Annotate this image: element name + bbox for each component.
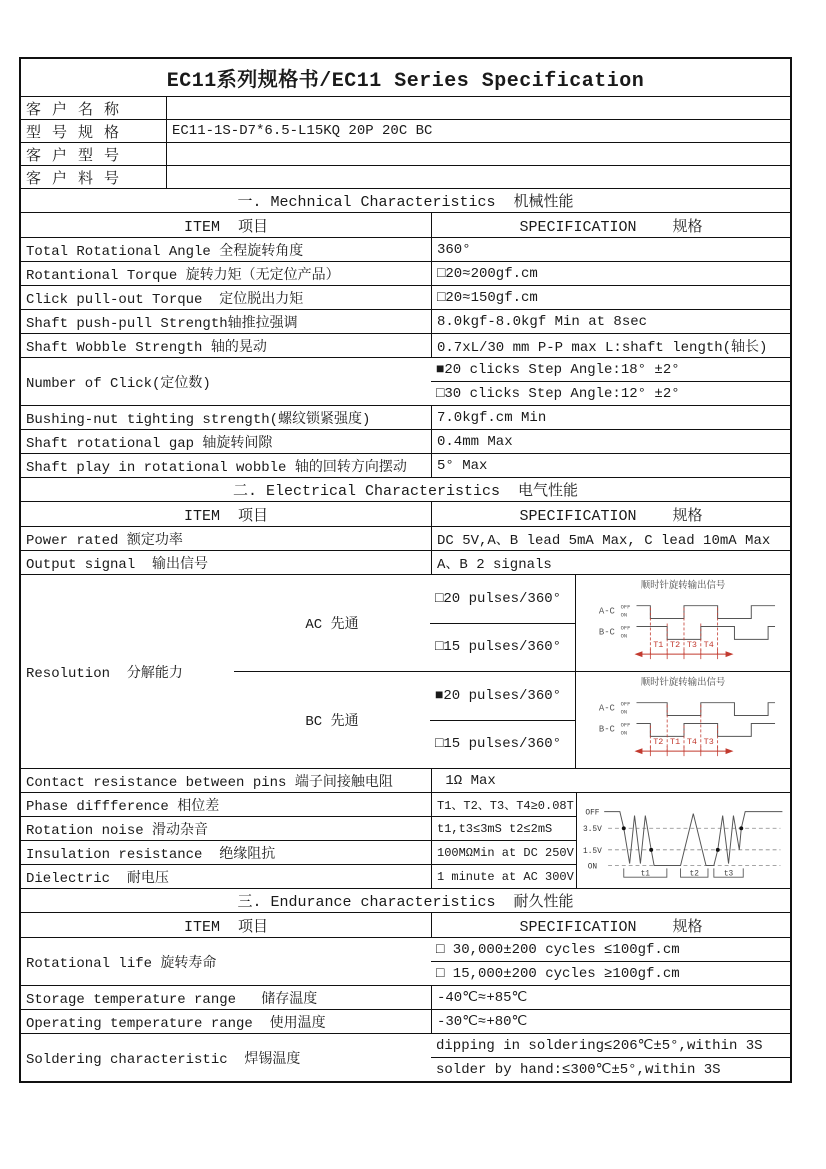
resolution-group-ac xyxy=(234,575,790,671)
diagram-title: 顺时针旋转输出信号 xyxy=(640,579,726,591)
t-label: T1 xyxy=(670,736,681,747)
detail-rows xyxy=(21,793,576,888)
life-option-30000: □ 30,000±200 cycles ≤100gf.cm xyxy=(436,941,680,958)
bc-option-20p: ■20 pulses/360° xyxy=(435,687,562,704)
bc-waveform-cell xyxy=(575,672,790,768)
model-spec-value: EC11-1S-D7*6.5-L15KQ 20P 20C BC xyxy=(166,120,790,142)
mechanical-item-header: ITEM 项目 xyxy=(183,218,268,236)
bc-pulse-options xyxy=(430,672,575,768)
item-label: Rotational life 旋转寿命 xyxy=(26,955,217,972)
level-label-on: ON xyxy=(587,861,598,871)
spec-value: 0.7xL/30 mm P-P max L:shaft length(轴长) xyxy=(431,334,790,357)
spec-value: □20≈200gf.cm xyxy=(431,262,790,285)
threshold-dot xyxy=(716,847,720,851)
resolution-group-bc xyxy=(234,671,790,768)
on-label: ON xyxy=(620,631,628,639)
item-label: Shaft Wobble Strength 轴的晃动 xyxy=(26,339,267,356)
item-label: Shaft rotational gap 轴旋转间隙 xyxy=(26,435,273,452)
item-label: Dielectric 耐电压 xyxy=(26,870,169,887)
customer-name-label: 客 户 名 称 xyxy=(26,101,121,119)
wave-b-path xyxy=(636,723,775,736)
item-label: Rotation noise 滑动杂音 xyxy=(26,822,209,839)
table-row xyxy=(21,237,790,261)
spec-table xyxy=(19,57,792,1083)
mechanical-section-title-row xyxy=(21,188,790,212)
table-row xyxy=(21,985,790,1009)
on-label: ON xyxy=(620,728,628,736)
off-label: OFF xyxy=(620,603,631,611)
electrical-section-title-row xyxy=(21,477,790,501)
table-row xyxy=(21,526,790,550)
off-label: OFF xyxy=(620,720,631,728)
item-label: Power rated 额定功率 xyxy=(26,532,183,549)
title-row xyxy=(21,59,790,96)
contact-resistance-row xyxy=(21,768,790,792)
rotation-noise-diagram xyxy=(577,794,790,888)
level-label-off: OFF xyxy=(585,808,600,818)
table-row xyxy=(21,550,790,574)
ac-option-20p: □20 pulses/360° xyxy=(435,590,562,607)
group-label-bc: BC 先通 xyxy=(305,714,359,730)
click-option-30: □30 clicks Step Angle:12° ±2° xyxy=(436,385,680,402)
diagram-title: 顺时针旋转输出信号 xyxy=(640,676,726,688)
table-row xyxy=(21,405,790,429)
table-row xyxy=(21,333,790,357)
customer-model-row xyxy=(21,142,790,165)
resolution-item-label: Resolution 分解能力 xyxy=(26,665,183,682)
table-row xyxy=(21,261,790,285)
model-spec-label: 型 号 规 格 xyxy=(26,124,121,142)
spec-value: T1、T2、T3、T4≥0.08T xyxy=(431,793,576,816)
click-options xyxy=(431,358,790,405)
arrowhead-left-icon xyxy=(635,651,643,657)
wave-a-path xyxy=(636,605,775,618)
item-label: Bushing-nut tighting strength(螺纹锁紧强度) xyxy=(26,411,371,428)
spec-value: 0.4mm Max xyxy=(431,430,790,453)
ac-waveform-cell xyxy=(575,575,790,671)
spec-value: A、B 2 signals xyxy=(431,551,790,574)
item-label: Operating temperature range 使用温度 xyxy=(26,1015,326,1032)
on-label: ON xyxy=(620,611,628,619)
arrowhead-right-icon xyxy=(726,748,734,754)
threshold-dot xyxy=(622,826,626,830)
arrowhead-left-icon xyxy=(635,748,643,754)
off-label: OFF xyxy=(620,700,631,708)
wave-a-path xyxy=(636,702,775,715)
electrical-item-header: ITEM 项目 xyxy=(183,507,268,525)
solder-option-dipping: dipping in soldering≤206℃±5°,within 3S xyxy=(436,1038,763,1054)
item-label: Shaft play in rotational wobble 轴的回转方向摆动 xyxy=(26,459,407,476)
endurance-section-title: 三. Endurance characteristics 耐久性能 xyxy=(237,894,574,911)
channel-a-label: A-C xyxy=(598,606,615,617)
resolution-row xyxy=(21,574,790,768)
t-label: T4 xyxy=(686,736,697,747)
item-label: Total Rotational Angle 全程旋转角度 xyxy=(26,243,304,260)
t-label: T3 xyxy=(703,736,714,747)
ac-pulse-options xyxy=(430,575,575,671)
channel-a-label: A-C xyxy=(598,703,615,714)
customer-part-row xyxy=(21,165,790,188)
channel-b-label: B-C xyxy=(598,723,615,734)
customer-name-value xyxy=(166,97,790,119)
spec-value: DC 5V,A、B lead 5mA Max, C lead 10mA Max xyxy=(431,527,790,550)
mechanical-spec-header: SPECIFICATION 规格 xyxy=(431,213,790,237)
t-label: T3 xyxy=(686,639,697,650)
cw-output-signal-diagram-bc xyxy=(576,673,790,768)
table-row xyxy=(21,429,790,453)
electrical-section-title: 二. Electrical Characteristics 电气性能 xyxy=(232,483,579,500)
customer-model-label: 客 户 型 号 xyxy=(26,147,121,165)
arrowhead-right-icon xyxy=(726,651,734,657)
soldering-row xyxy=(21,1033,790,1081)
off-label: OFF xyxy=(620,623,631,631)
on-label: ON xyxy=(620,708,628,716)
t-label: T4 xyxy=(703,639,714,650)
cw-output-signal-diagram-ac xyxy=(576,576,790,671)
t3-label: t3 xyxy=(723,868,734,878)
table-row xyxy=(21,453,790,477)
mechanical-header-row xyxy=(21,212,790,237)
customer-part-label: 客 户 料 号 xyxy=(26,170,121,188)
level-label-3v5: 3.5V xyxy=(583,824,602,834)
table-row xyxy=(21,285,790,309)
group-label-ac: AC 先通 xyxy=(305,617,359,633)
mechanical-section-title: 一. Mechnical Characteristics 机械性能 xyxy=(237,194,574,211)
ac-option-15p: □15 pulses/360° xyxy=(435,639,562,656)
number-of-click-row xyxy=(21,357,790,405)
life-option-15000: □ 15,000±200 cycles ≥100gf.cm xyxy=(436,965,680,982)
item-label: Storage temperature range 储存温度 xyxy=(26,991,318,1008)
spec-value: t1,t3≤3mS t2≤2mS xyxy=(431,817,576,840)
spec-value: -40℃≈+85℃ xyxy=(431,986,790,1009)
item-label: Insulation resistance 绝缘阻抗 xyxy=(26,846,276,863)
t2-label: t2 xyxy=(689,868,699,878)
model-spec-row xyxy=(21,119,790,142)
level-label-1v5: 1.5V xyxy=(583,846,602,856)
solder-option-hand: solder by hand:≤300℃±5°,within 3S xyxy=(436,1062,721,1078)
channel-b-label: B-C xyxy=(598,626,615,637)
threshold-dot xyxy=(649,847,653,851)
page-title: EC11系列规格书/EC11 Series Specification xyxy=(166,69,645,93)
item-label: Contact resistance between pins 端子间接触电阻 xyxy=(26,774,393,791)
wave-b-path xyxy=(636,626,775,639)
life-options xyxy=(431,938,790,985)
rotation-noise-diagram-cell xyxy=(576,793,790,888)
endurance-item-header: ITEM 项目 xyxy=(183,918,268,936)
table-row xyxy=(21,309,790,333)
customer-name-row xyxy=(21,96,790,119)
endurance-spec-header: SPECIFICATION 规格 xyxy=(431,913,790,937)
endurance-header-row xyxy=(21,912,790,937)
spec-value: □20≈150gf.cm xyxy=(431,286,790,309)
item-label: Rotantional Torque 旋转力矩（无定位产品） xyxy=(26,267,340,284)
item-label: Phase diffference 相位差 xyxy=(26,798,220,815)
endurance-section-title-row xyxy=(21,888,790,912)
rotational-life-row xyxy=(21,937,790,985)
threshold-dot xyxy=(739,826,743,830)
item-label: Output signal 输出信号 xyxy=(26,556,209,573)
spec-value: 1Ω Max xyxy=(431,769,790,792)
electrical-header-row xyxy=(21,501,790,526)
t-label: T2 xyxy=(670,639,681,650)
spec-value: 7.0kgf.cm Min xyxy=(431,406,790,429)
spec-value: 100MΩMin at DC 250V xyxy=(431,841,576,864)
electrical-detail-block xyxy=(21,792,790,888)
spec-value: -30℃≈+80℃ xyxy=(431,1010,790,1033)
customer-model-value xyxy=(166,143,790,165)
t-label: T2 xyxy=(653,736,664,747)
electrical-spec-header: SPECIFICATION 规格 xyxy=(431,502,790,526)
customer-part-value xyxy=(166,166,790,188)
spec-value: 8.0kgf-8.0kgf Min at 8sec xyxy=(431,310,790,333)
spec-value: 1 minute at AC 300V xyxy=(431,865,576,888)
click-option-20: ■20 clicks Step Angle:18° ±2° xyxy=(436,361,680,378)
item-label: Click pull-out Torque 定位脱出力矩 xyxy=(26,291,304,308)
t-label: T1 xyxy=(653,639,664,650)
spec-value: 360° xyxy=(431,238,790,261)
t1-label: t1 xyxy=(640,868,651,878)
spec-value: 5° Max xyxy=(431,454,790,477)
noise-wave-path xyxy=(604,811,782,865)
item-label: Shaft push-pull Strength轴推拉强调 xyxy=(26,315,298,332)
resolution-groups xyxy=(234,575,790,768)
item-label: Soldering characteristic 焊锡温度 xyxy=(26,1051,301,1068)
item-label: Number of Click(定位数) xyxy=(26,375,211,392)
solder-options xyxy=(431,1034,790,1081)
bc-option-15p: □15 pulses/360° xyxy=(435,736,562,753)
table-row xyxy=(21,1009,790,1033)
